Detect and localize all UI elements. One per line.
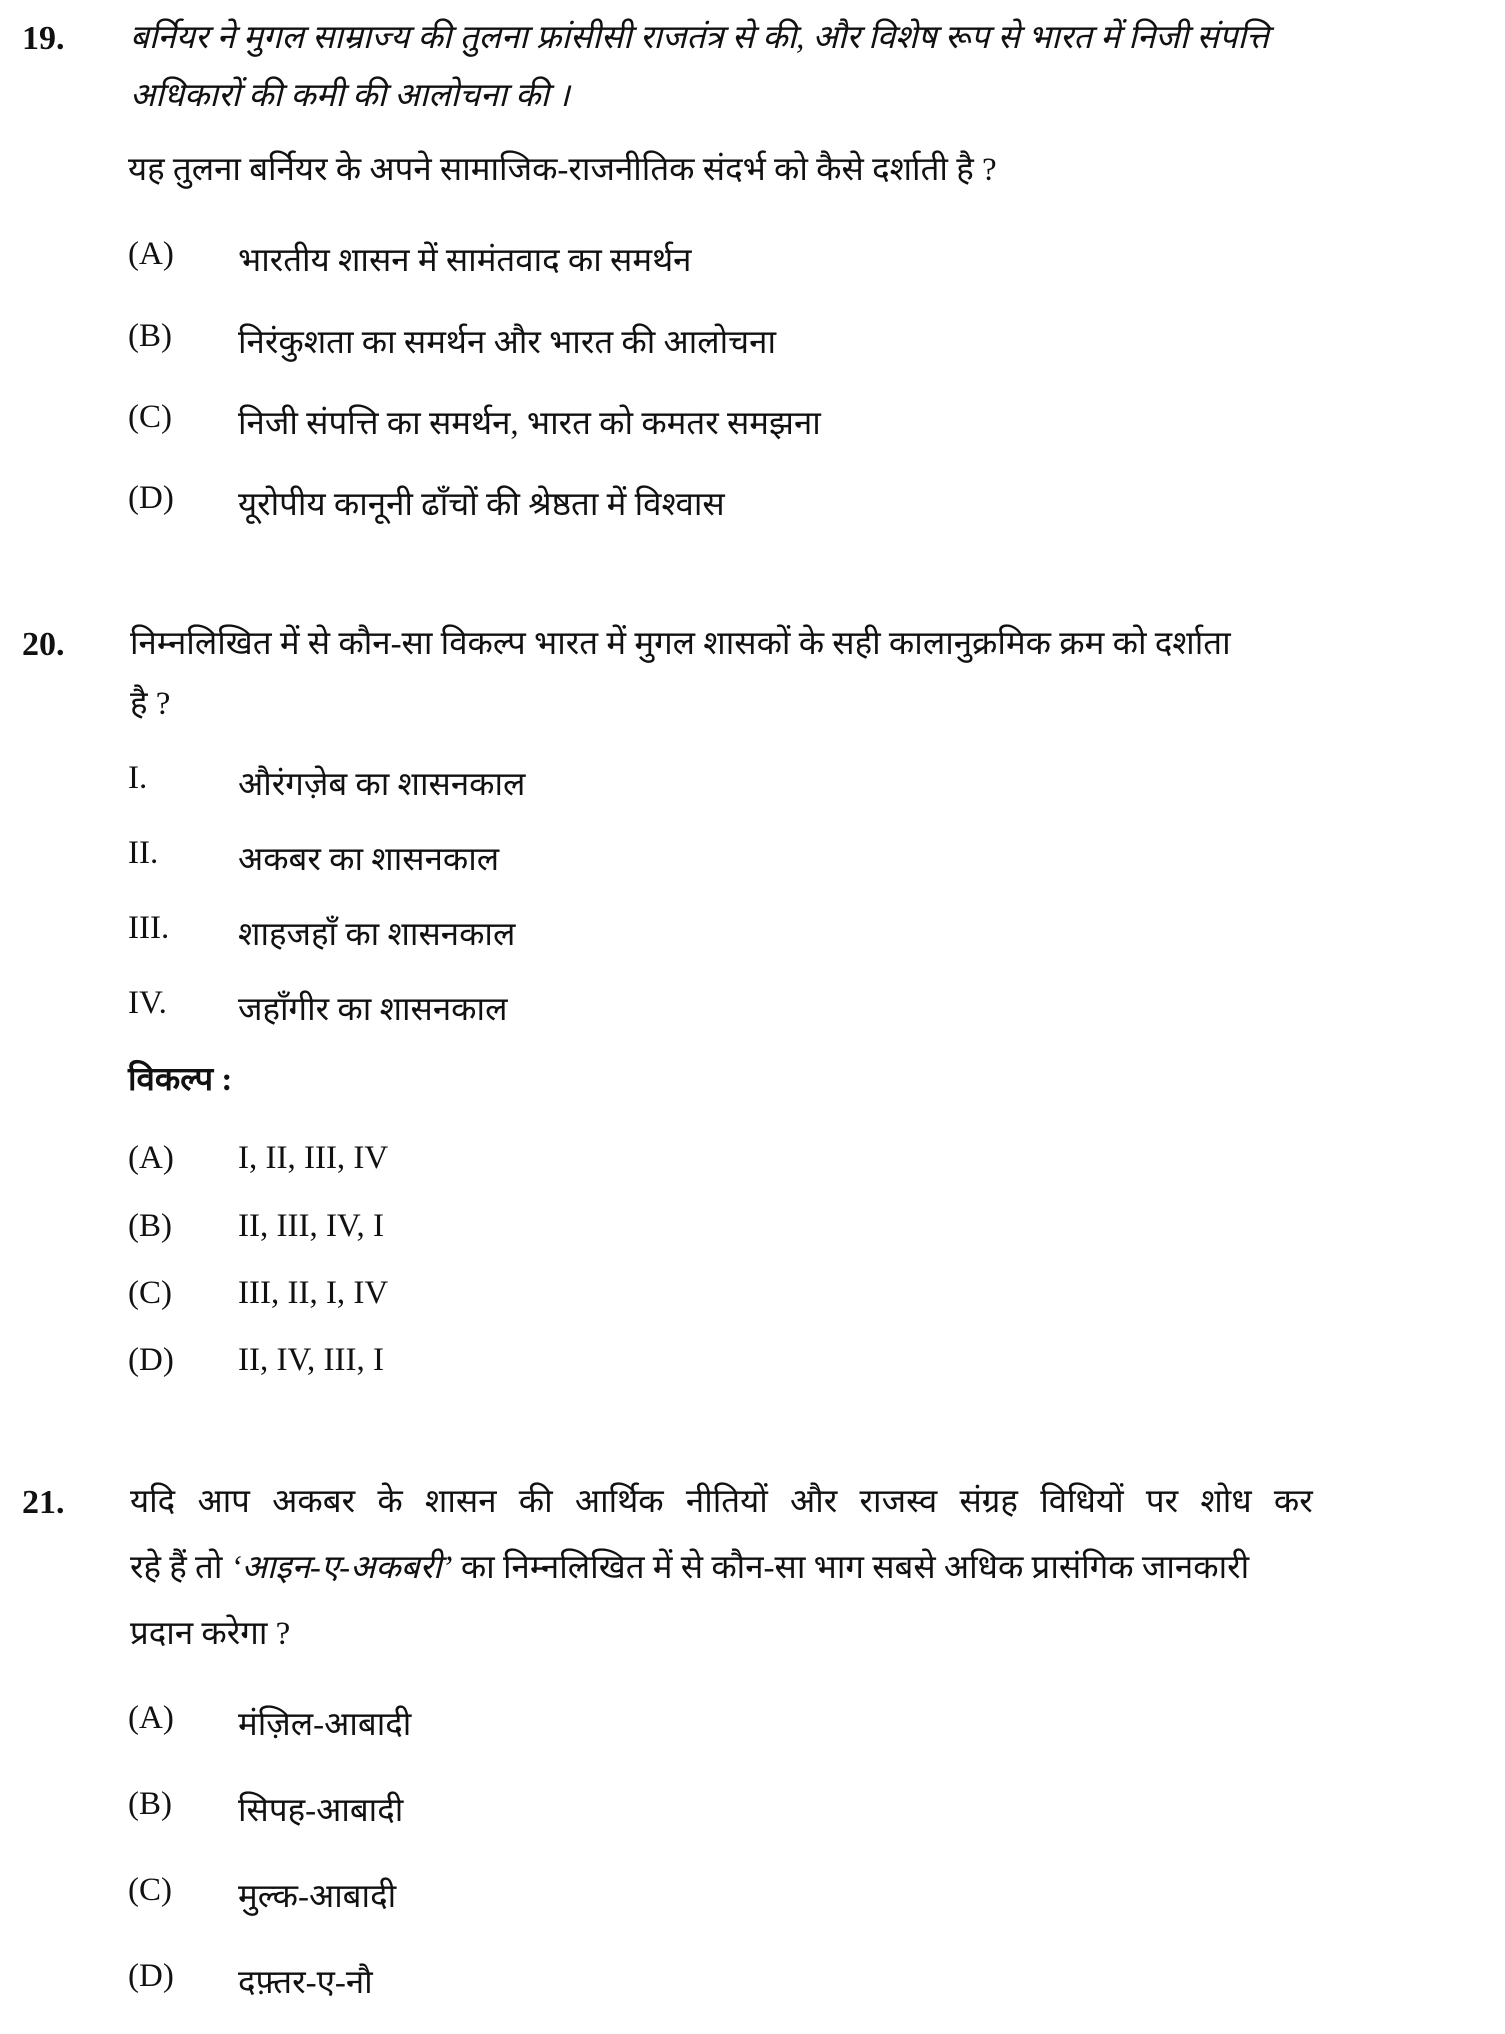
item-label: III. bbox=[128, 910, 170, 946]
option-label: (D) bbox=[128, 1342, 174, 1378]
option-text: मंज़िल-आबादी bbox=[238, 1707, 412, 1743]
option-text: निजी संपत्ति का समर्थन, भारत को कमतर समझना bbox=[238, 406, 821, 442]
question-stem: यह तुलना बर्नियर के अपने सामाजिक-राजनीतिक संदर्भ को कैसे दर्शाती है ? bbox=[128, 152, 997, 188]
item-text: औरंगज़ेब का शासनकाल bbox=[238, 767, 526, 803]
question-text-line-3: प्रदान करेगा ? bbox=[130, 1616, 291, 1652]
option-label: (A) bbox=[128, 236, 174, 272]
option-label: (A) bbox=[128, 1140, 174, 1176]
option-label: (A) bbox=[128, 1700, 174, 1736]
option-text: यूरोपीय कानूनी ढाँचों की श्रेष्ठता में विश्वास bbox=[238, 487, 725, 523]
item-text: अकबर का शासनकाल bbox=[238, 842, 500, 878]
choices-heading: विकल्प : bbox=[128, 1062, 233, 1098]
option-text: II, IV, III, I bbox=[238, 1342, 385, 1378]
question-text-line-1: बर्नियर ने मुगल साम्राज्य की तुलना फ्रांसीसी राजतंत्र से की, और विशेष रूप से भारत में निजी संपत्ति bbox=[130, 20, 1269, 56]
text-segment: रहे हैं तो bbox=[130, 1550, 231, 1586]
option-text: II, III, IV, I bbox=[238, 1208, 385, 1244]
question-text-line-1: निम्नलिखित में से कौन-सा विकल्प भारत में मुगल शासकों के सही कालानुक्रमिक क्रम को दर्शाता bbox=[130, 626, 1231, 662]
item-text: शाहजहाँ का शासनकाल bbox=[238, 917, 516, 953]
item-label: I. bbox=[128, 760, 148, 796]
text-segment: का निम्नलिखित में से कौन-सा भाग सबसे अधिक प्रासंगिक जानकारी bbox=[452, 1550, 1250, 1586]
option-label: (C) bbox=[128, 1872, 172, 1908]
option-label: (B) bbox=[128, 318, 172, 354]
option-label: (B) bbox=[128, 1208, 172, 1244]
option-text: सिपह-आबादी bbox=[238, 1793, 404, 1829]
question-text-line-2: अधिकारों की कमी की आलोचना की । bbox=[130, 78, 570, 114]
option-label: (D) bbox=[128, 480, 174, 516]
question-text-line-2 bbox=[130, 1548, 1249, 1588]
option-label: (D) bbox=[128, 1958, 174, 1994]
option-text: I, II, III, IV bbox=[238, 1140, 389, 1176]
item-text: जहाँगीर का शासनकाल bbox=[238, 992, 508, 1028]
item-label: II. bbox=[128, 835, 159, 871]
question-text-line-1: यदि आप अकबर के शासन की आर्थिक नीतियों और राजस्व संग्रह विधियों पर शोध कर bbox=[130, 1484, 1313, 1520]
option-text: भारतीय शासन में सामंतवाद का समर्थन bbox=[238, 243, 692, 279]
question-number: 19. bbox=[22, 20, 65, 57]
book-title: ‘आइन-ए-अकबरी’ bbox=[230, 1550, 453, 1586]
option-label: (C) bbox=[128, 399, 172, 435]
question-text-line-2: है ? bbox=[130, 686, 171, 722]
question-number: 20. bbox=[22, 626, 65, 663]
item-label: IV. bbox=[128, 985, 167, 1021]
question-number: 21. bbox=[22, 1484, 65, 1521]
option-text: दफ़्तर-ए-नौ bbox=[238, 1965, 373, 2001]
option-text: मुल्क-आबादी bbox=[238, 1879, 397, 1915]
option-label: (B) bbox=[128, 1786, 172, 1822]
option-text: III, II, I, IV bbox=[238, 1275, 389, 1311]
option-label: (C) bbox=[128, 1275, 172, 1311]
option-text: निरंकुशता का समर्थन और भारत की आलोचना bbox=[238, 325, 776, 361]
